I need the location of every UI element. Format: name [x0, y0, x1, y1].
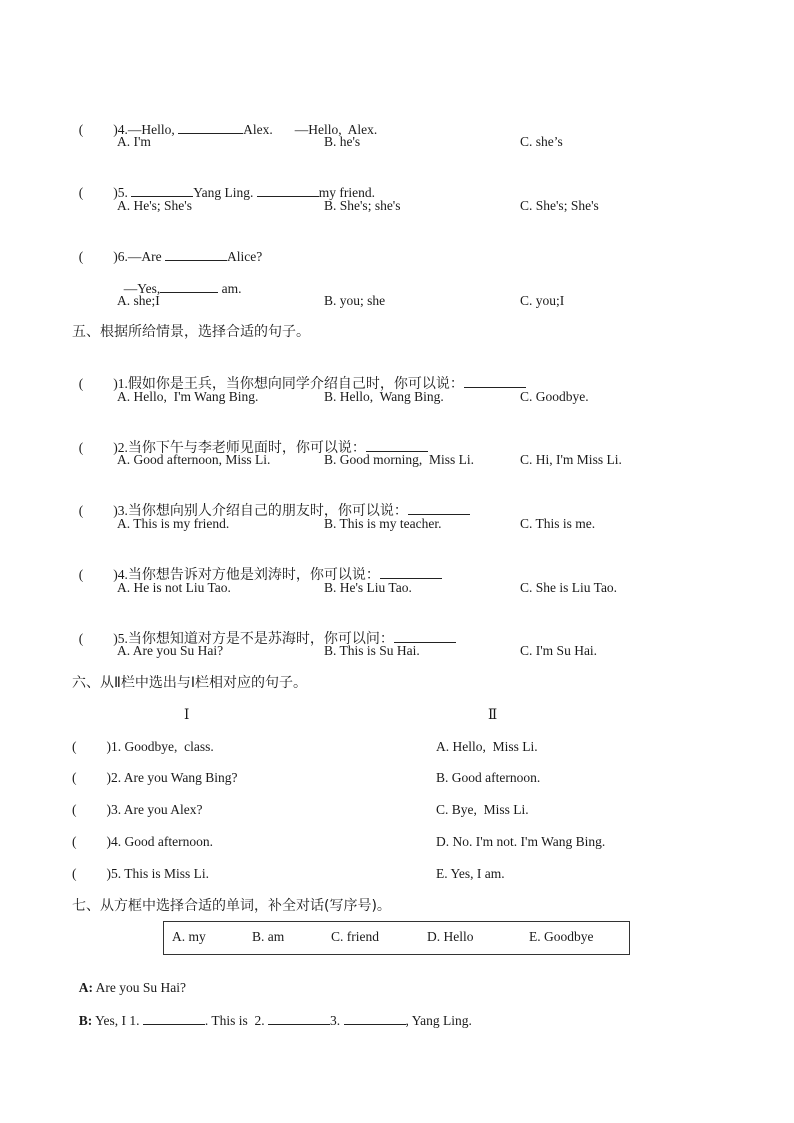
option-c: C. Goodbye.: [520, 389, 589, 404]
word-option: B. am: [252, 929, 285, 944]
fill-blank[interactable]: [380, 565, 442, 579]
s5-q3: ( )3.当你想向别人介绍自己的朋友时，你可以说：: [72, 483, 470, 520]
option-c: C. She's; She's: [520, 198, 599, 213]
option-c: C. she’s: [520, 134, 563, 149]
fill-blank[interactable]: [257, 183, 319, 197]
option-c: C. This is me.: [520, 516, 596, 531]
option-c: C. Hi, I'm Miss Li.: [520, 452, 622, 467]
s6-right-a: A. Hello, Miss Li.: [436, 739, 538, 754]
option-a: A. Are you Su Hai?: [117, 643, 224, 658]
dialogue-line-a: A: Are you Su Hai?: [78, 980, 186, 995]
s6-left-3: ( )3. Are you Alex?: [72, 802, 203, 817]
column-2-title: Ⅱ: [488, 707, 498, 722]
option-c: C. She is Liu Tao.: [520, 580, 618, 595]
s6-left-1: ( )1. Goodbye, class.: [72, 739, 214, 754]
word-option: C. friend: [331, 929, 379, 944]
s6-right-b: B. Good afternoon.: [436, 770, 541, 785]
fill-blank[interactable]: [131, 183, 193, 197]
s6-right-d: D. No. I'm not. I'm Wang Bing.: [436, 834, 606, 849]
column-1-title: Ⅰ: [184, 707, 190, 722]
option-b: B. you; she: [324, 293, 386, 308]
fill-blank[interactable]: [366, 438, 428, 452]
option-b: B. he's: [324, 134, 361, 149]
section6-heading: 六、从Ⅱ栏中选出与Ⅰ栏相对应的句子。: [72, 675, 308, 691]
fill-blank[interactable]: [464, 374, 526, 388]
s4-q4: ( )4.—Hello, Alex. —Hello, Alex.: [78, 122, 378, 137]
option-b: B. She's; she's: [324, 198, 401, 213]
option-b: B. Hello, Wang Bing.: [324, 389, 444, 404]
option-a: A. Hello, I'm Wang Bing.: [117, 389, 259, 404]
answer-paren: (: [78, 122, 84, 137]
fill-blank[interactable]: [268, 1011, 330, 1025]
section7-heading: 七、从方框中选择合适的单词，补全对话(写序号)。: [72, 898, 391, 914]
word-bank-box: [163, 921, 630, 955]
section5-heading: 五、根据所给情景，选择合适的句子。: [72, 324, 310, 340]
fill-blank[interactable]: [408, 501, 470, 515]
fill-blank[interactable]: [344, 1011, 406, 1025]
s6-left-5: ( )5. This is Miss Li.: [72, 866, 210, 881]
option-c: C. I'm Su Hai.: [520, 643, 598, 658]
option-b: B. He's Liu Tao.: [324, 580, 412, 595]
speaker-a: A:: [78, 980, 93, 995]
option-a: A. Good afternoon, Miss Li.: [117, 452, 271, 467]
s5-q5: ( )5.当你想知道对方是不是苏海时，你可以问：: [72, 611, 456, 648]
s4-q5: ( )5. Yang Ling. my friend.: [78, 185, 376, 200]
s6-left-2: ( )2. Are you Wang Bing?: [72, 770, 238, 785]
dialogue-line-b: B: Yes, I 1. . This is 2. 3. , Yang Ling.: [78, 1013, 472, 1028]
s5-q2: ( )2.当你下午与李老师见面时，你可以说：: [72, 420, 428, 457]
fill-blank[interactable]: [178, 120, 243, 134]
word-option: E. Goodbye: [529, 929, 594, 944]
option-b: B. This is Su Hai.: [324, 643, 420, 658]
option-b: B. This is my teacher.: [324, 516, 442, 531]
option-a: A. He's; She's: [117, 198, 192, 213]
s6-right-c: C. Bye, Miss Li.: [436, 802, 529, 817]
option-a: A. she;I: [117, 293, 160, 308]
s5-q1: ( )1.假如你是王兵，当你想向同学介绍自己时，你可以说：: [72, 356, 526, 393]
option-a: A. I'm: [117, 134, 151, 149]
option-c: C. you;I: [520, 293, 565, 308]
option-a: A. He is not Liu Tao.: [117, 580, 231, 595]
fill-blank[interactable]: [165, 247, 227, 261]
speaker-b: B:: [78, 1013, 93, 1028]
option-a: A. This is my friend.: [117, 516, 230, 531]
s4-q6-line2: —Yes, am.: [123, 281, 242, 296]
fill-blank[interactable]: [143, 1011, 205, 1025]
fill-blank[interactable]: [160, 279, 218, 293]
word-option: D. Hello: [427, 929, 474, 944]
word-option: A. my: [172, 929, 206, 944]
fill-blank[interactable]: [394, 629, 456, 643]
s4-q6: ( )6.—Are Alice?: [78, 249, 263, 264]
s6-left-4: ( )4. Good afternoon.: [72, 834, 213, 849]
option-b: B. Good morning, Miss Li.: [324, 452, 475, 467]
s6-right-e: E. Yes, I am.: [436, 866, 505, 881]
s5-q4: ( )4.当你想告诉对方他是刘涛时，你可以说：: [72, 547, 442, 584]
